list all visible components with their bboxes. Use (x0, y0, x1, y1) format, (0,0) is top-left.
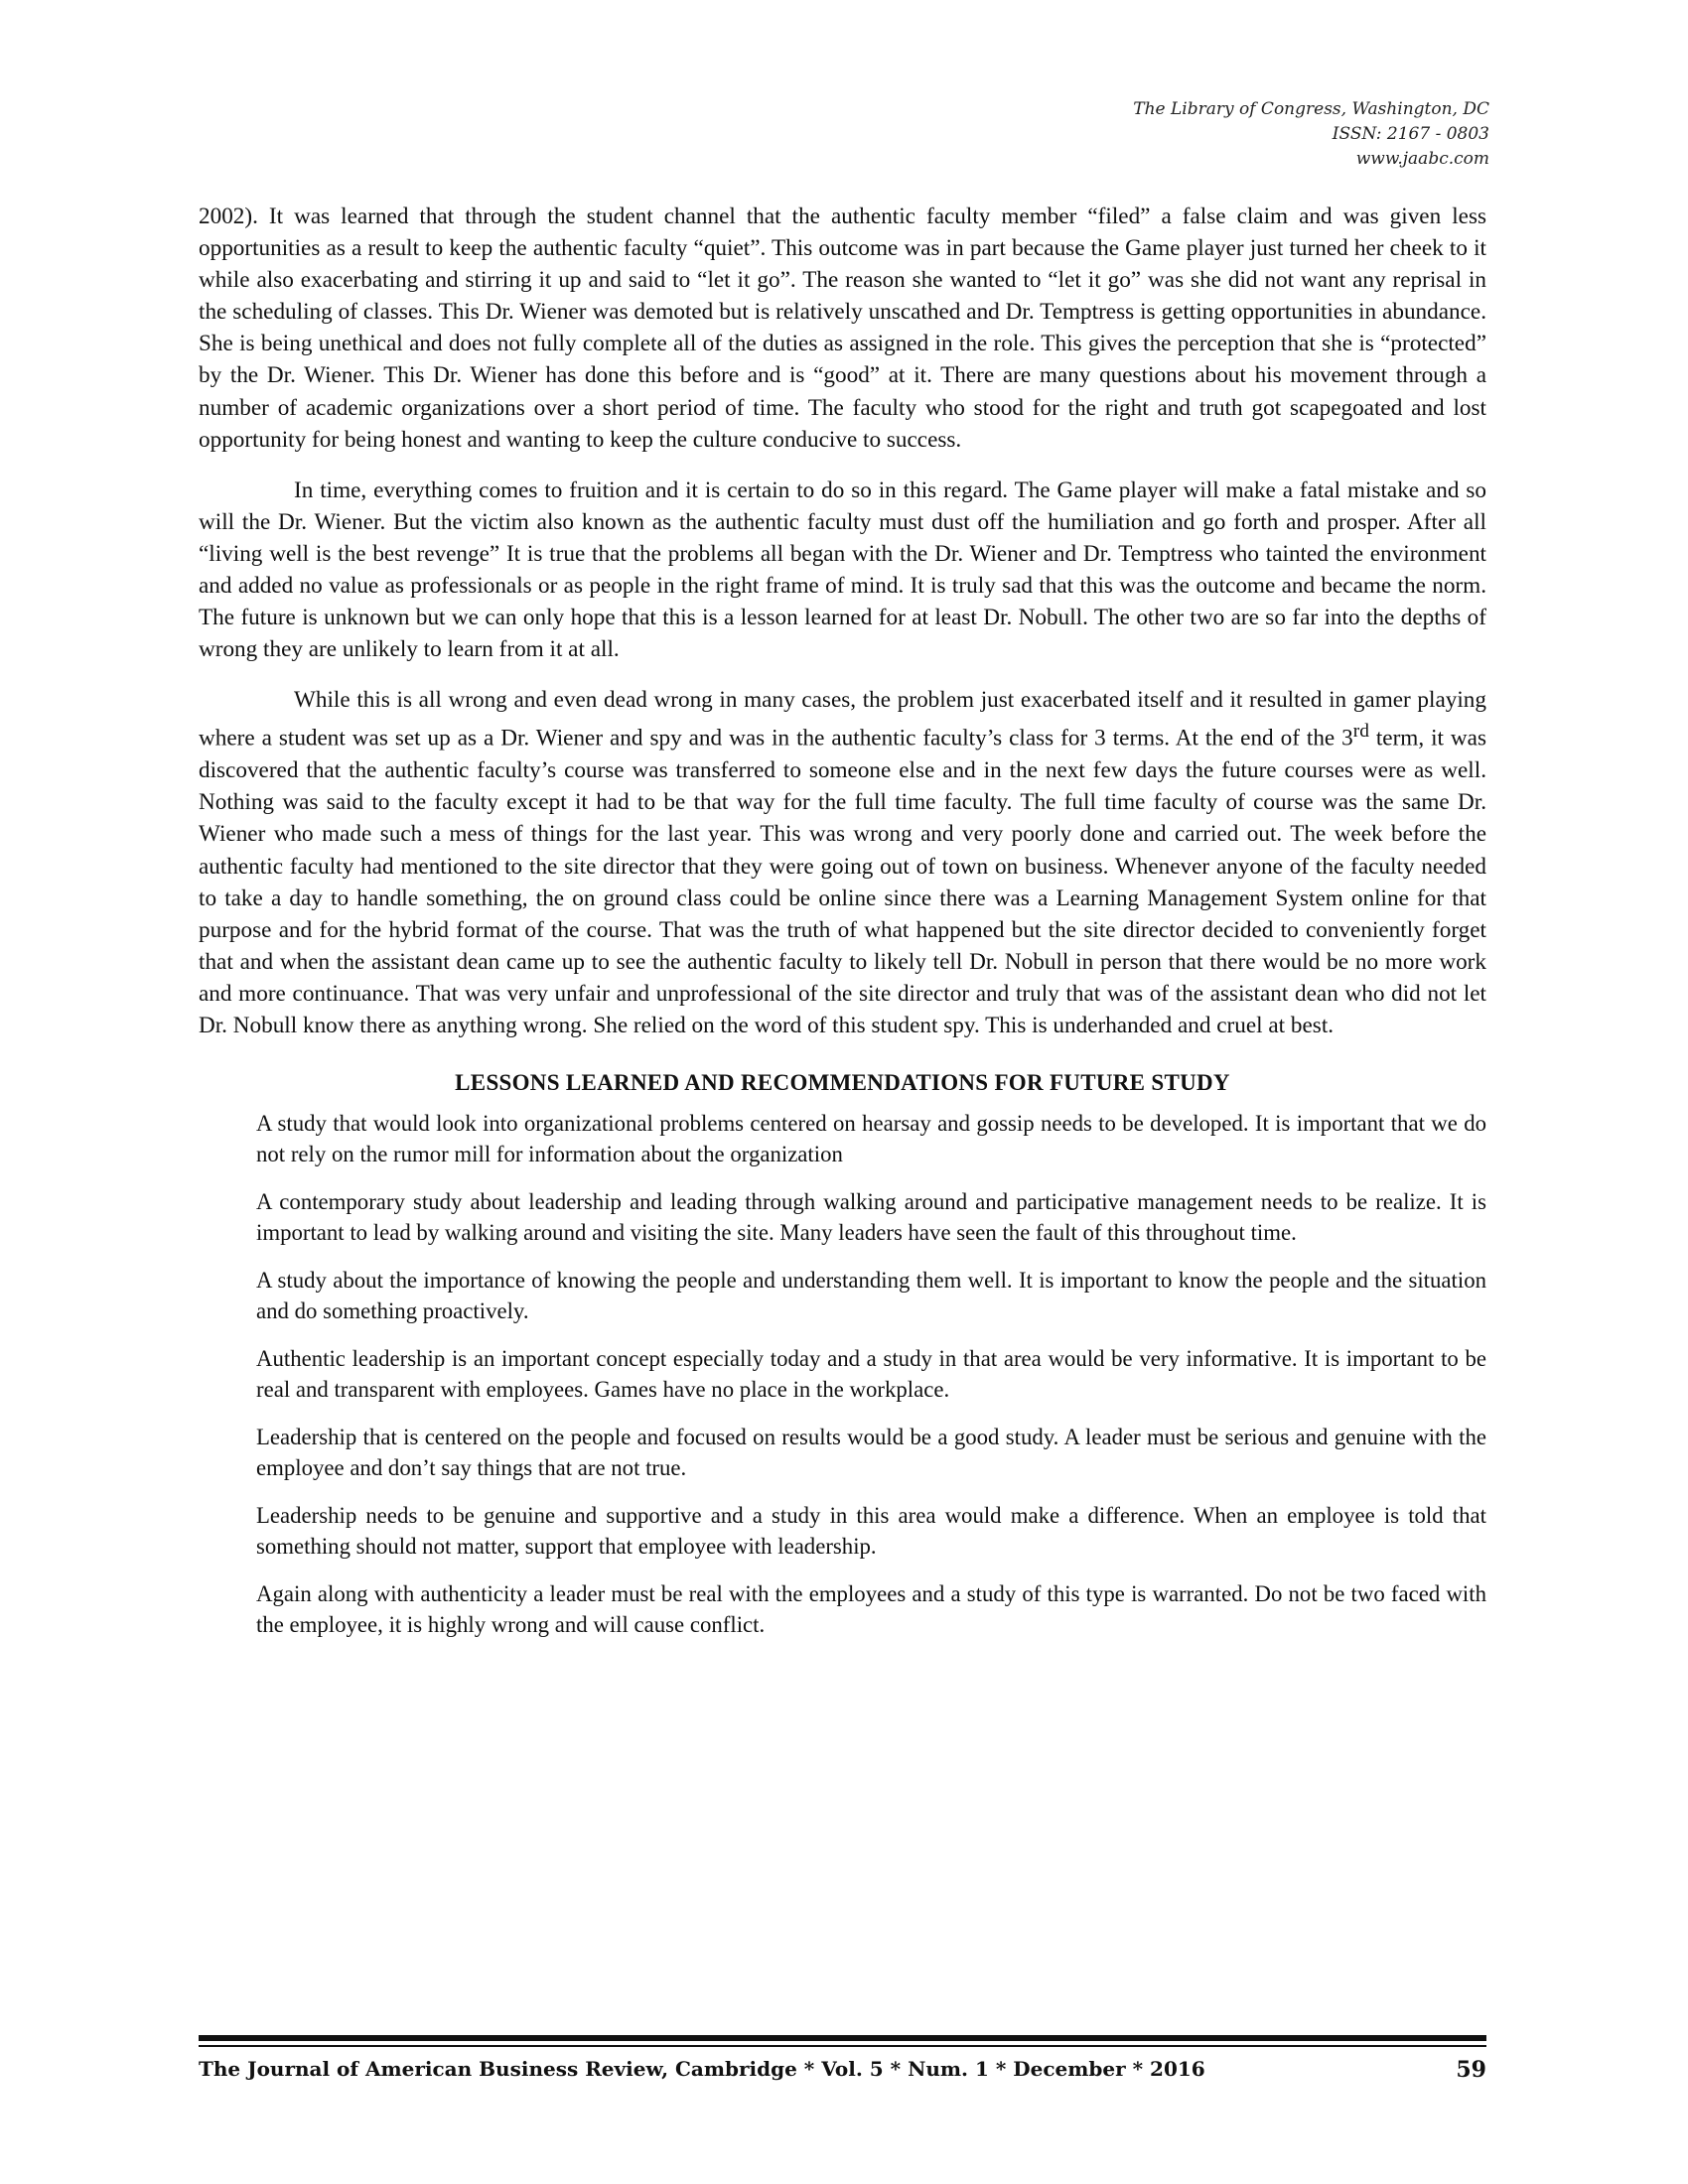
paragraph-text-start: While this is all wrong and even dead wrong in many cases, the problem just exacerbated itself and it resulted in gamer playing where a student was set up as a Dr. Wiener and spy and was in the authentic faculty’s class for 3 terms. At the end of the 3 (199, 687, 1486, 752)
recommendation-item: Leadership needs to be genuine and supportive and a study in this area would make a difference. When an employee is told that something should not matter, support that employee with leadership. (256, 1503, 1486, 1559)
ordinal-superscript: rd (1352, 721, 1369, 743)
footer-rule-thin (199, 2045, 1486, 2047)
recommendation-item: Leadership that is centered on the people and focused on results would be a good study. A leader must be serious and genuine with the employee and don’t say things that are not true. (256, 1425, 1486, 1480)
paragraph-fruition: In time, everything comes to fruition and it is certain to do so in this regard. The Game player will make a fatal mistake and so will the Dr. Wiener. But the victim also known as the authentic faculty must dust off the humiliation and go forth and prosper. After all “living well is the best revenge” It is true that the problems all began with the Dr. Wiener and Dr. Temptress who tainted the environment and added no value as professionals or as people in the right frame of mind. It is truly sad that this was the outcome and became the norm. The future is unknown but we can only hope that this is a lesson learned for at least Dr. Nobull. The other two are so far into the depths of wrong they are unlikely to learn from it at all. (199, 477, 1486, 663)
header-website: www.jaabc.com (1355, 149, 1489, 169)
paragraph-text-end: term, it was discovered that the authentic faculty’s course was transferred to someone else and in the next few days the future courses were as well. Nothing was said to the faculty except it had to be that way for the full time faculty. The full time faculty of course was the same Dr. Wiener who made such a mess of things for the last year. This was wrong and very poorly done and carried out. The week before the authentic faculty had mentioned to the site director that they were going out of town on business. Whenever anyone of the faculty needed to take a day to handle something, the on ground class could be online since there was a Learning Management System online for that purpose and for the hybrid format of the course. That was the truth of what happened but the site director decided to conveniently forget that and when the assistant dean came up to see the authentic faculty to likely tell Dr. Nobull in person that there would be no more work and more continuance. That was very unfair and unprofessional of the site director and truly that was of the assistant dean who did not let Dr. Nobull know there as anything wrong. She relied on the word of this student spy. This is underhanded and cruel at best. (199, 726, 1486, 1038)
header-issn: ISSN: 2167 - 0803 (1332, 124, 1489, 144)
recommendation-item: A study that would look into organizational problems centered on hearsay and gossip needs to be developed. It is important that we do not rely on the rumor mill for information about the organization (256, 1111, 1486, 1166)
paragraph-continuation: 2002). It was learned that through the student channel that the authentic faculty member “filed” a false claim and was given less opportunities as a result to keep the authentic faculty “quiet”. This outcome was in part because the Game player just turned her cheek to it while also exacerbating and stirring it up and said to “let it go”. The reason she wanted to “let it go” was she did not want any reprisal in the scheduling of classes. This Dr. Wiener was demoted but is relatively unscathed and Dr. Temptress is getting opportunities in abundance. She is being unethical and does not fully complete all of the duties as assigned in the role. This gives the perception that she is “protected” by the Dr. Wiener. This Dr. Wiener has done this before and is “good” at it. There are many questions about his movement through a number of academic organizations over a short period of time. The faculty who stood for the right and truth got scapegoated and lost opportunity for being honest and wanting to keep the culture conducive to success. (199, 204, 1486, 453)
footer-rule-thick (199, 2035, 1486, 2041)
main-text (199, 201, 1486, 1658)
running-header (794, 97, 1489, 172)
footer-journal-citation: The Journal of American Business Review, Cambridge * Vol. 5 * Num. 1 * December * 2016 (199, 2057, 1205, 2081)
recommendations-list (256, 1109, 1486, 1640)
recommendation-item: A contemporary study about leadership and leading through walking around and participative management needs to be realize. It is important to lead by walking around and visiting the site. Many leaders have seen the fault of this throughout time. (256, 1189, 1486, 1245)
recommendation-item: Authentic leadership is an important concept especially today and a study in that area would be very informative. It is important to be real and transparent with employees. Games have no place in the workplace. (256, 1346, 1486, 1402)
recommendation-item: A study about the importance of knowing the people and understanding them well. It is important to know the people and the situation and do something proactively. (256, 1268, 1486, 1323)
header-publisher: The Library of Congress, Washington, DC (1133, 99, 1489, 119)
paragraph-student-spy (199, 684, 1486, 1041)
section-heading: LESSONS LEARNED AND RECOMMENDATIONS FOR FUTURE STUDY (455, 1070, 1230, 1096)
page-number: 59 (1456, 2057, 1486, 2083)
recommendation-item: Again along with authenticity a leader must be real with the employees and a study of this type is warranted. Do not be two faced with the employee, it is highly wrong and will cause conflict. (256, 1581, 1486, 1637)
